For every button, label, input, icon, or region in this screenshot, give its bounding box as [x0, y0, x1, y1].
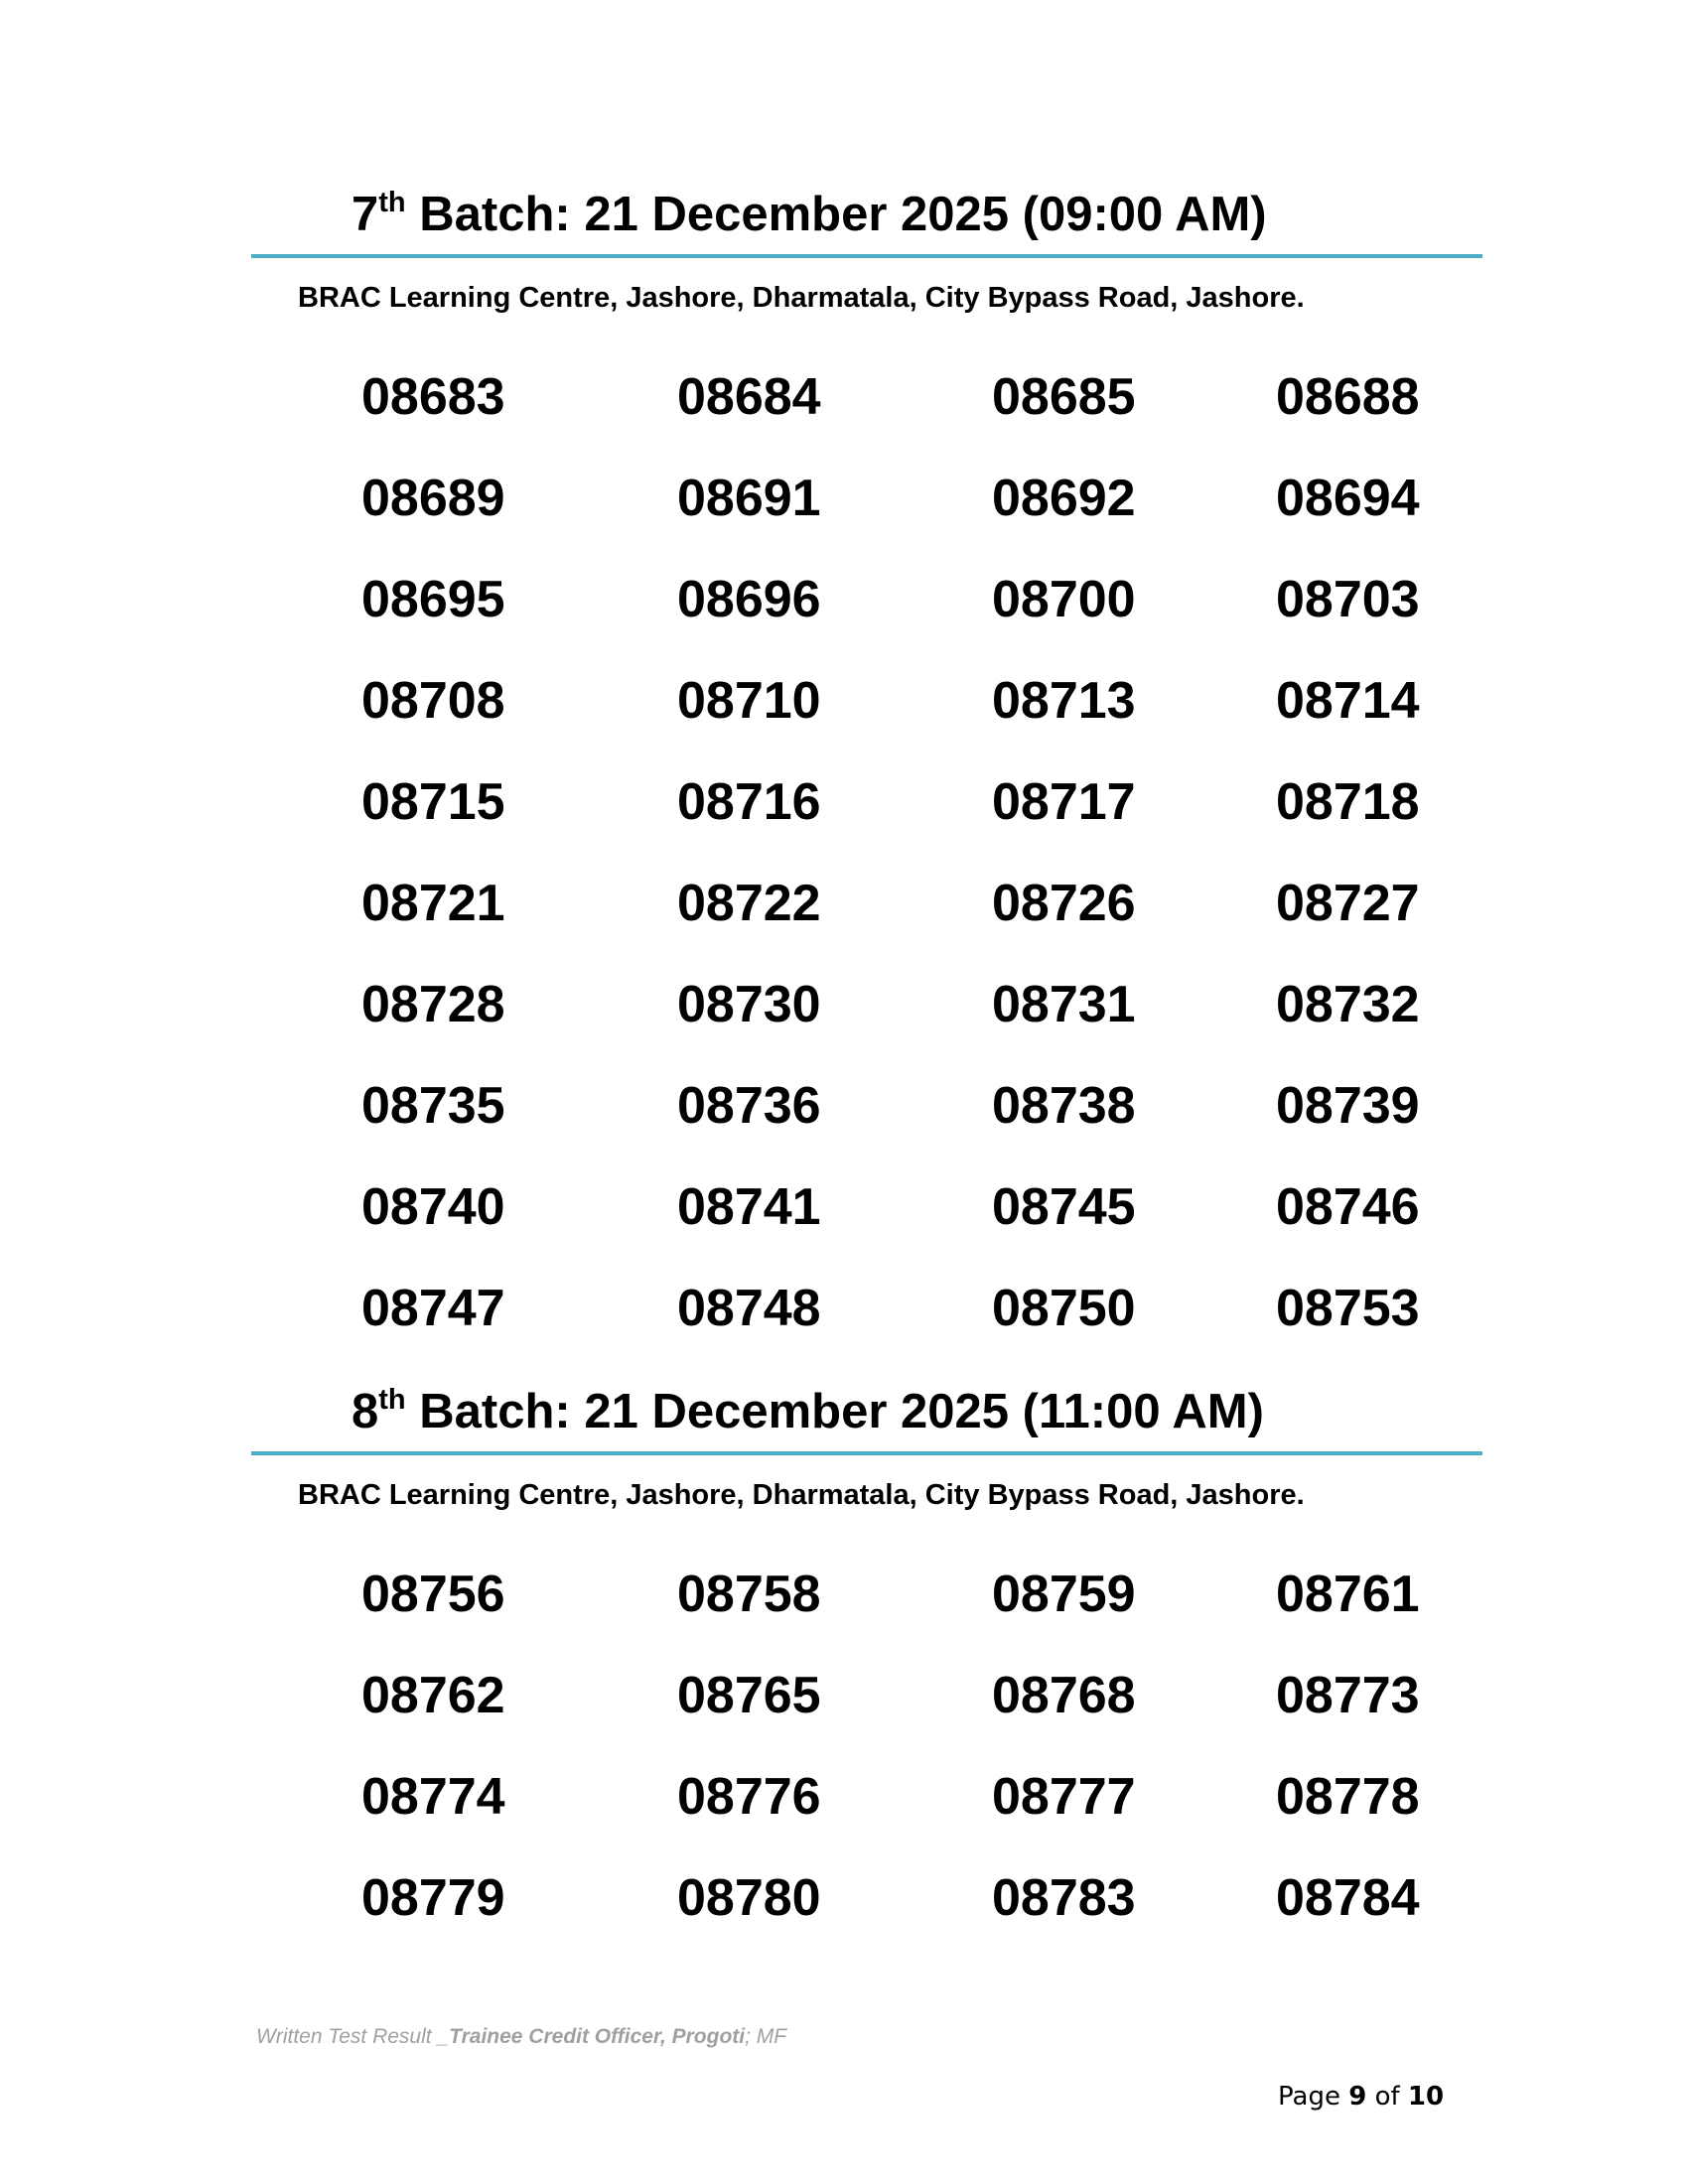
roll-number: 08773 [1276, 1667, 1420, 1724]
roll-row [0, 1768, 1688, 1872]
roll-row [0, 1869, 1688, 1974]
footer-position: Trainee Credit Officer, Progoti [449, 2025, 746, 2048]
roll-number: 08708 [361, 672, 505, 730]
roll-number: 08715 [361, 773, 505, 831]
roll-number: 08747 [361, 1280, 505, 1337]
roll-number: 08732 [1276, 976, 1420, 1033]
roll-number: 08726 [992, 875, 1136, 932]
roll-number: 08753 [1276, 1280, 1420, 1337]
roll-number: 08759 [992, 1566, 1136, 1623]
batch-ordinal-number: 8 [352, 1385, 379, 1438]
roll-number: 08740 [361, 1178, 505, 1236]
batch-title-text: Batch: 21 December 2025 (09:00 AM) [405, 188, 1267, 241]
batch-title-text: Batch: 21 December 2025 (11:00 AM) [405, 1385, 1264, 1438]
roll-number: 08739 [1276, 1077, 1420, 1135]
roll-row [0, 976, 1688, 1080]
batch-8-roll-grid [0, 1566, 1688, 1974]
roll-row [0, 1178, 1688, 1283]
roll-number: 08756 [361, 1566, 505, 1623]
roll-number: 08745 [992, 1178, 1136, 1236]
roll-number: 08685 [992, 368, 1136, 426]
roll-row [0, 875, 1688, 979]
roll-number: 08700 [992, 571, 1136, 628]
batch-7-roll-grid [0, 368, 1688, 1384]
roll-number: 08716 [677, 773, 821, 831]
roll-number: 08692 [992, 470, 1136, 527]
roll-number: 08750 [992, 1280, 1136, 1337]
page-current: 9 [1348, 2082, 1367, 2112]
roll-number: 08774 [361, 1768, 505, 1826]
roll-number: 08736 [677, 1077, 821, 1135]
roll-number: 08727 [1276, 875, 1420, 932]
roll-number: 08721 [361, 875, 505, 932]
footer-note [256, 2025, 786, 2049]
roll-row [0, 1566, 1688, 1670]
roll-number: 08684 [677, 368, 821, 426]
roll-number: 08761 [1276, 1566, 1420, 1623]
roll-number: 08748 [677, 1280, 821, 1337]
roll-row [0, 1280, 1688, 1384]
batch-7-venue: BRAC Learning Centre, Jashore, Dharmatala, City Bypass Road, Jashore. [298, 282, 1305, 314]
batch-7-divider [251, 254, 1482, 258]
roll-number: 08689 [361, 470, 505, 527]
roll-number: 08730 [677, 976, 821, 1033]
roll-number: 08765 [677, 1667, 821, 1724]
roll-row [0, 1077, 1688, 1181]
batch-7-title [352, 186, 1267, 241]
batch-8-title [352, 1383, 1264, 1438]
roll-number: 08777 [992, 1768, 1136, 1826]
roll-number: 08728 [361, 976, 505, 1033]
roll-number: 08780 [677, 1869, 821, 1927]
batch-ordinal-number: 7 [352, 188, 379, 241]
roll-number: 08710 [677, 672, 821, 730]
roll-number: 08694 [1276, 470, 1420, 527]
roll-number: 08695 [361, 571, 505, 628]
roll-number: 08738 [992, 1077, 1136, 1135]
roll-number: 08696 [677, 571, 821, 628]
roll-number: 08735 [361, 1077, 505, 1135]
roll-number: 08703 [1276, 571, 1420, 628]
page-number [1278, 2082, 1444, 2112]
roll-number: 08768 [992, 1667, 1136, 1724]
roll-number: 08731 [992, 976, 1136, 1033]
batch-ordinal-suffix: th [378, 1383, 406, 1416]
roll-number: 08683 [361, 368, 505, 426]
batch-ordinal-suffix: th [378, 186, 406, 218]
roll-row [0, 773, 1688, 878]
roll-row [0, 368, 1688, 473]
roll-number: 08784 [1276, 1869, 1420, 1927]
roll-number: 08741 [677, 1178, 821, 1236]
footer-suffix: ; MF [745, 2025, 787, 2048]
roll-number: 08776 [677, 1768, 821, 1826]
roll-row [0, 672, 1688, 776]
roll-number: 08746 [1276, 1178, 1420, 1236]
page-total: 10 [1407, 2082, 1445, 2112]
roll-number: 08762 [361, 1667, 505, 1724]
roll-number: 08783 [992, 1869, 1136, 1927]
roll-number: 08717 [992, 773, 1136, 831]
roll-number: 08688 [1276, 368, 1420, 426]
batch-8-divider [251, 1451, 1482, 1455]
roll-number: 08778 [1276, 1768, 1420, 1826]
roll-row [0, 1667, 1688, 1771]
page-label: Page [1278, 2082, 1340, 2112]
batch-8-venue: BRAC Learning Centre, Jashore, Dharmatala, City Bypass Road, Jashore. [298, 1479, 1305, 1511]
footer-prefix: Written Test Result _ [256, 2025, 450, 2048]
roll-row [0, 571, 1688, 675]
roll-number: 08779 [361, 1869, 505, 1927]
roll-number: 08713 [992, 672, 1136, 730]
page-of: of [1374, 2082, 1400, 2112]
roll-number: 08691 [677, 470, 821, 527]
roll-row [0, 470, 1688, 574]
roll-number: 08758 [677, 1566, 821, 1623]
roll-number: 08718 [1276, 773, 1420, 831]
roll-number: 08714 [1276, 672, 1420, 730]
roll-number: 08722 [677, 875, 821, 932]
